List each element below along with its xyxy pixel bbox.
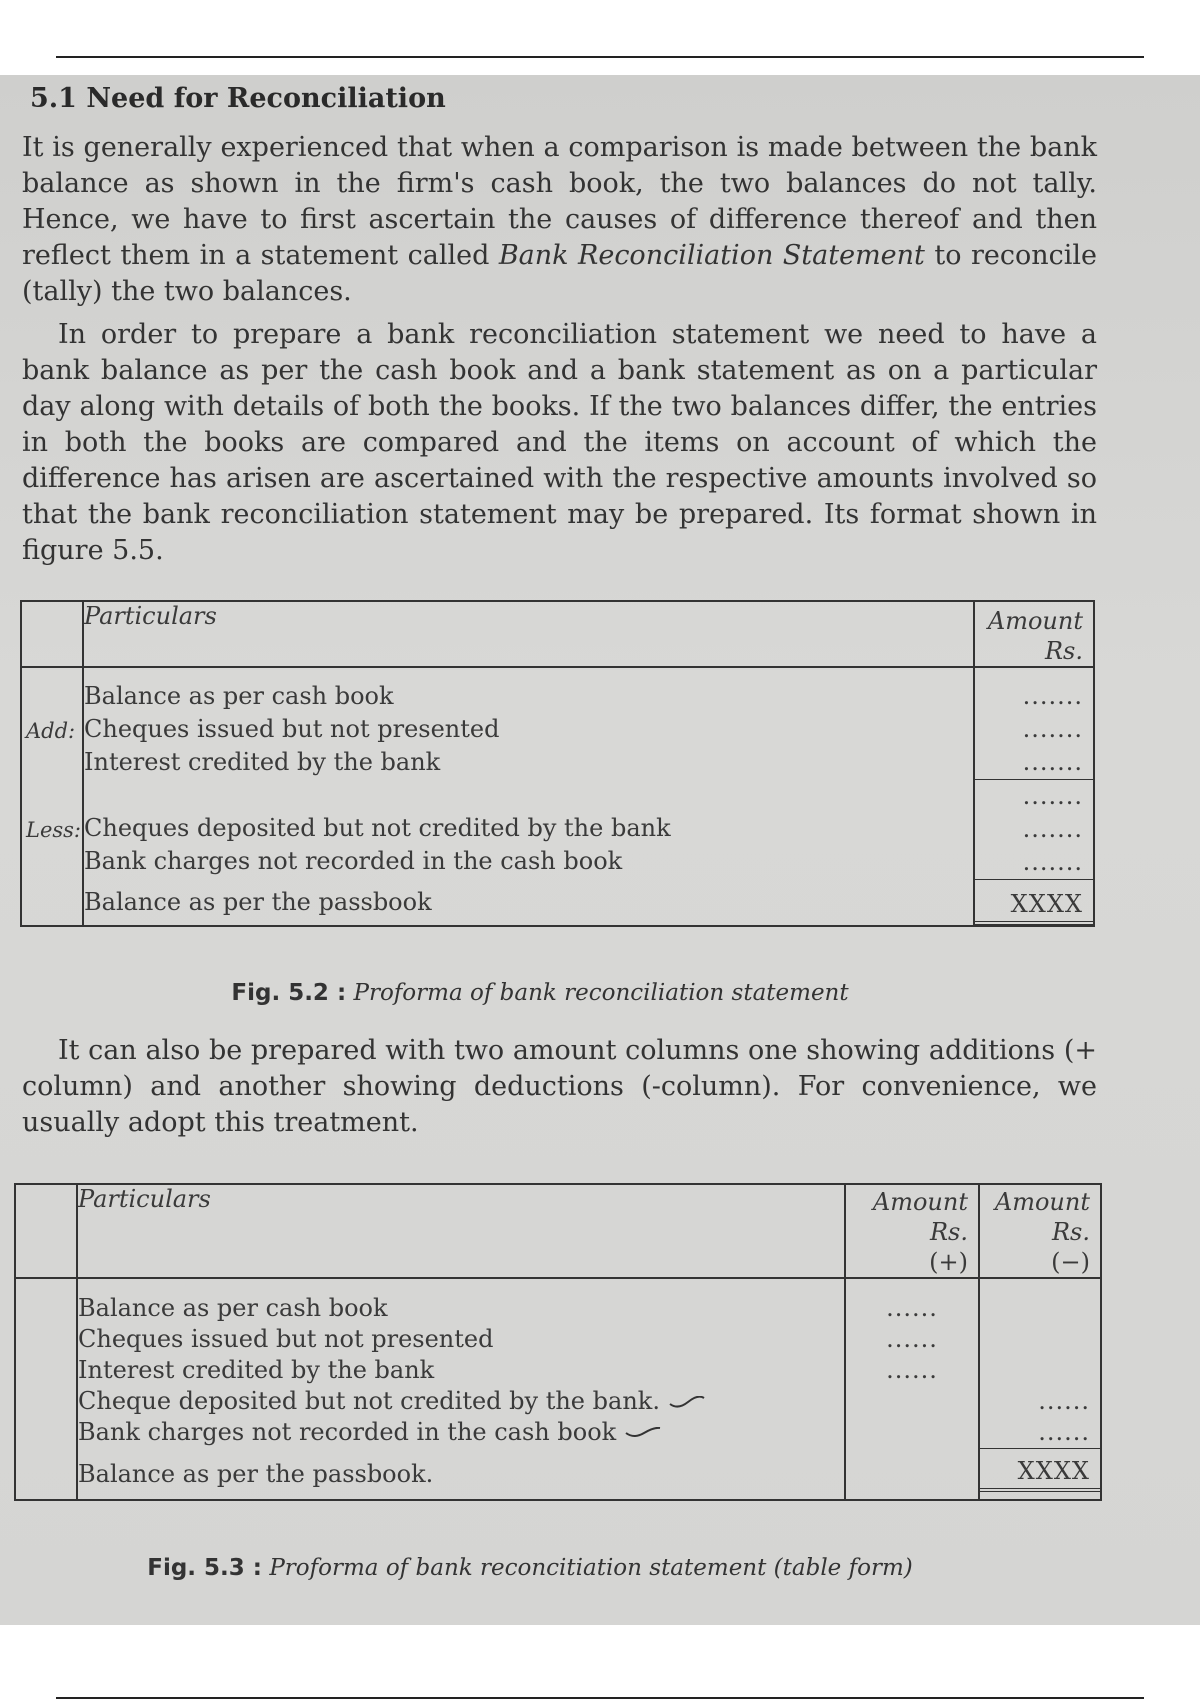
table1-header-rs: Rs. — [1044, 637, 1083, 665]
table1-header-row — [21, 601, 1094, 667]
table2-plus-dots-3: ...... — [886, 1356, 938, 1384]
table2-plus-dots-1: ...... — [886, 1294, 938, 1322]
table2-minus-dots-2: ...... — [980, 1417, 1100, 1449]
paragraph-3: It can also be prepared with two amount columns one showing additions (+ column) and another showing deductions (-column). For convenience, we usually adopt this treatment. — [22, 1035, 1097, 1138]
table2-row-cheques-issued: Cheques issued but not presented — [78, 1325, 494, 1353]
table1-amount-cell — [974, 667, 1094, 926]
table2-header-amount-plus-cell — [845, 1184, 979, 1278]
table2-plus-dots-2: ...... — [886, 1325, 938, 1353]
table2-header-rs-minus: Rs. — [1051, 1218, 1090, 1246]
table1-add-label: Add: — [26, 719, 76, 743]
table1-particulars-cell — [83, 667, 974, 926]
table1-row-balance-passbook: Balance as per the passbook — [84, 888, 432, 916]
table2-header-plus: (+) — [929, 1248, 968, 1276]
table2-header-rs-plus: Rs. — [929, 1218, 968, 1246]
table2-header-row — [15, 1184, 1101, 1278]
bottom-rule — [56, 1697, 1144, 1699]
table1-header-particulars: Particulars — [83, 601, 974, 667]
table2-minus-dots-1: ...... — [1038, 1387, 1090, 1415]
table2-amount-plus-cell — [845, 1278, 979, 1500]
table2-side-header — [15, 1184, 77, 1278]
table2-header-minus: (−) — [1051, 1248, 1090, 1276]
figure-caption-1-number: Fig. 5.2 : — [231, 980, 347, 1006]
paragraph-1 — [22, 130, 1097, 310]
table1-less-label: Less: — [26, 818, 82, 842]
paragraph-1-term: Bank Reconciliation Statement — [498, 240, 925, 271]
table1-row-bank-charges: Bank charges not recorded in the cash book — [84, 847, 623, 875]
table2-row-balance-passbook: Balance as per the passbook. — [78, 1460, 434, 1488]
paragraph-2: In order to prepare a bank reconciliation statement we need to have a bank balance as per the cash book and a bank statement as on a particular day along with details of both the books. If the two balances differ, the entries in both the books are compared and the items on account of which the difference has arisen are ascertained with the respective amounts involved so that the bank reconciliation statement may be prepared. Its format shown in figure 5.5. — [22, 319, 1097, 566]
table1-amount-dots-3: ....... — [975, 746, 1093, 780]
table1-amount-dots-6: ....... — [975, 846, 1093, 880]
top-rule — [56, 56, 1144, 58]
figure-caption-2 — [0, 1555, 1130, 1581]
table2-row-interest-credited: Interest credited by the bank — [78, 1356, 435, 1384]
table2-row-cheque-deposited-text: Cheque deposited but not credited by the bank. — [78, 1387, 660, 1415]
table2-header-amount-plus: Amount — [872, 1188, 968, 1216]
table1-row-balance-cash-book: Balance as per cash book — [84, 682, 394, 710]
table2-row-cheque-deposited — [78, 1386, 844, 1417]
figure-caption-2-text: Proforma of bank reconcitiation statement (table form) — [269, 1555, 913, 1581]
table1-amount-dots-4: ....... — [1022, 782, 1083, 810]
table2-row-balance-cash-book: Balance as per cash book — [78, 1294, 388, 1322]
table2-body-row — [15, 1278, 1101, 1500]
paragraph-1-text-b: to reconcile (tally) the two balances. — [22, 240, 1097, 307]
table2-header-amount-minus: Amount — [994, 1188, 1090, 1216]
table1-header-amount-cell — [974, 601, 1094, 667]
table1-body-row — [21, 667, 1094, 926]
table2-amount-minus-cell — [979, 1278, 1101, 1500]
scanned-page — [0, 75, 1200, 1625]
table2-row-bank-charges-text: Bank charges not recorded in the cash book — [78, 1418, 617, 1446]
figure-caption-1 — [0, 980, 1140, 1006]
table1-row-cheques-issued: Cheques issued but not presented — [84, 715, 500, 743]
figure-caption-1-text: Proforma of bank reconciliation statement — [353, 980, 849, 1006]
paragraph-1-text-a: It is generally experienced that when a comparison is made between the bank balance as shown in the firm's cash book, the two balances do not tally. Hence, we have to first ascertain the causes of difference thereof and then reflect them in a statement called — [22, 132, 1097, 271]
handwritten-tick-mark — [668, 1396, 706, 1410]
table2-side-body — [15, 1278, 77, 1500]
table1-amount-dots-2: ....... — [1022, 715, 1083, 743]
reconciliation-table-2 — [14, 1183, 1102, 1501]
table1-row-interest-credited: Interest credited by the bank — [84, 748, 441, 776]
handwritten-tick-mark — [624, 1427, 662, 1441]
table1-amount-dots-5: ....... — [1022, 815, 1083, 843]
table2-particulars-cell — [77, 1278, 845, 1500]
table1-amount-total: XXXX — [975, 888, 1093, 925]
table1-header-amount: Amount — [987, 607, 1083, 635]
table1-side-header — [21, 601, 83, 667]
table2-header-amount-minus-cell — [979, 1184, 1101, 1278]
reconciliation-table-1 — [20, 600, 1095, 927]
table2-header-particulars: Particulars — [77, 1184, 845, 1278]
table1-amount-dots-1: ....... — [1022, 682, 1083, 710]
figure-caption-2-number: Fig. 5.3 : — [147, 1555, 263, 1581]
table1-side-labels — [21, 667, 83, 926]
table2-minus-total: XXXX — [980, 1455, 1100, 1492]
section-heading: 5.1 Need for Reconciliation — [30, 83, 446, 114]
table1-row-cheques-deposited: Cheques deposited but not credited by the bank — [84, 814, 671, 842]
table2-row-bank-charges — [78, 1417, 844, 1448]
